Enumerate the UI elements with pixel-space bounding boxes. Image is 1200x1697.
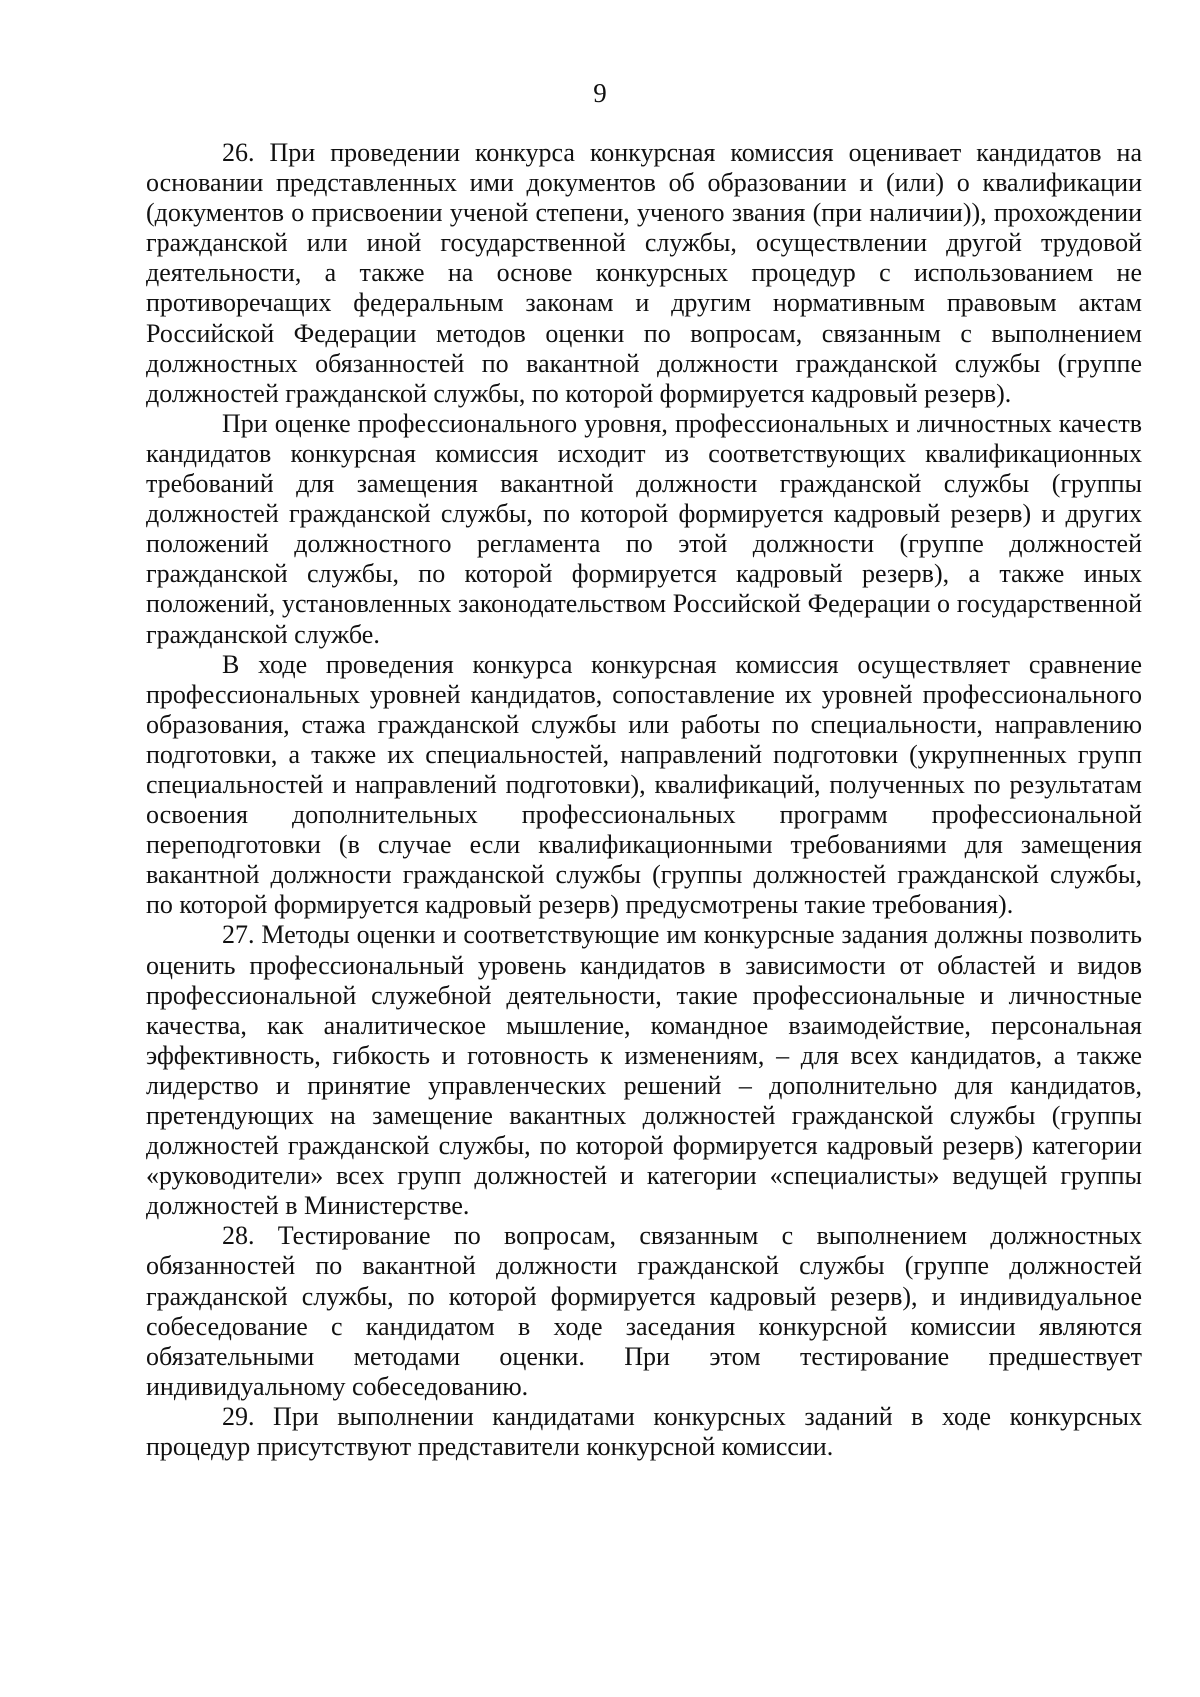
- paragraph-27: 27. Методы оценки и соответствующие им конкурсные задания должны позволить оценить профессиональный уровень кандидатов в зависимости от областей и видов профессиональной служебной деятельности, такие профессиональные и личностные качества, как аналитическое мышление, командное взаимодействие, персональная эффективность, гибкость и готовность к изменениям, – для всех кандидатов, а также лидерство и принятие управленческих решений – дополнительно для кандидатов, претендующих на замещение вакантных должностей гражданской службы (группы должностей гражданской службы, по которой формируется кадровый резерв) категории «руководители» всех групп должностей и категории «специалисты» ведущей группы должностей в Министерстве.: [146, 920, 1142, 1221]
- paragraph-26-professional-assessment: При оценке профессионального уровня, профессиональных и личностных качеств кандидатов конкурсная комиссия исходит из соответствующих квалификационных требований для замещения вакантной должности гражданской службы (группы должностей гражданской службы, по которой формируется кадровый резерв) и других положений должностного регламента по этой должности (группе должностей гражданской службы, по которой формируется кадровый резерв), а также иных положений, установленных законодательством Российской Федерации о государственной гражданской службе.: [146, 408, 1142, 649]
- document-body: [146, 138, 1142, 1462]
- paragraph-29: 29. При выполнении кандидатами конкурсных заданий в ходе конкурсных процедур присутствуют представители конкурсной комиссии.: [146, 1401, 1142, 1462]
- paragraph-26: 26. При проведении конкурса конкурсная комиссия оценивает кандидатов на основании представленных ими документов об образовании и (или) о квалификации (документов о присвоении ученой степени, ученого звания (при наличии)), прохождении гражданской или иной государственной службы, осуществлении другой трудовой деятельности, а также на основе конкурсных процедур с использованием не противоречащих федеральным законам и другим нормативным правовым актам Российской Федерации методов оценки по вопросам, связанным с выполнением должностных обязанностей по вакантной должности гражданской службы (группе должностей гражданской службы, по которой формируется кадровый резерв).: [146, 138, 1142, 408]
- paragraph-28: 28. Тестирование по вопросам, связанным с выполнением должностных обязанностей по вакантной должности гражданской службы (группе должностей гражданской службы, по которой формируется кадровый резерв), и индивидуальное собеседование с кандидатом в ходе заседания конкурсной комиссии являются обязательными методами оценки. При этом тестирование предшествует индивидуальному собеседованию.: [146, 1221, 1142, 1401]
- page-number: 9: [593, 78, 607, 108]
- paragraph-26-comparison: В ходе проведения конкурса конкурсная комиссия осуществляет сравнение профессиональных уровней кандидатов, сопоставление их уровней профессионального образования, стажа гражданской службы или работы по специальности, направлению подготовки, а также их специальностей, направлений подготовки (укрупненных групп специальностей и направлений подготовки), квалификаций, полученных по результатам освоения дополнительных профессиональных программ профессиональной переподготовки (в случае если квалификационными требованиями для замещения вакантной должности гражданской службы (группы должностей гражданской службы, по которой формируется кадровый резерв) предусмотрены такие требования).: [146, 649, 1142, 920]
